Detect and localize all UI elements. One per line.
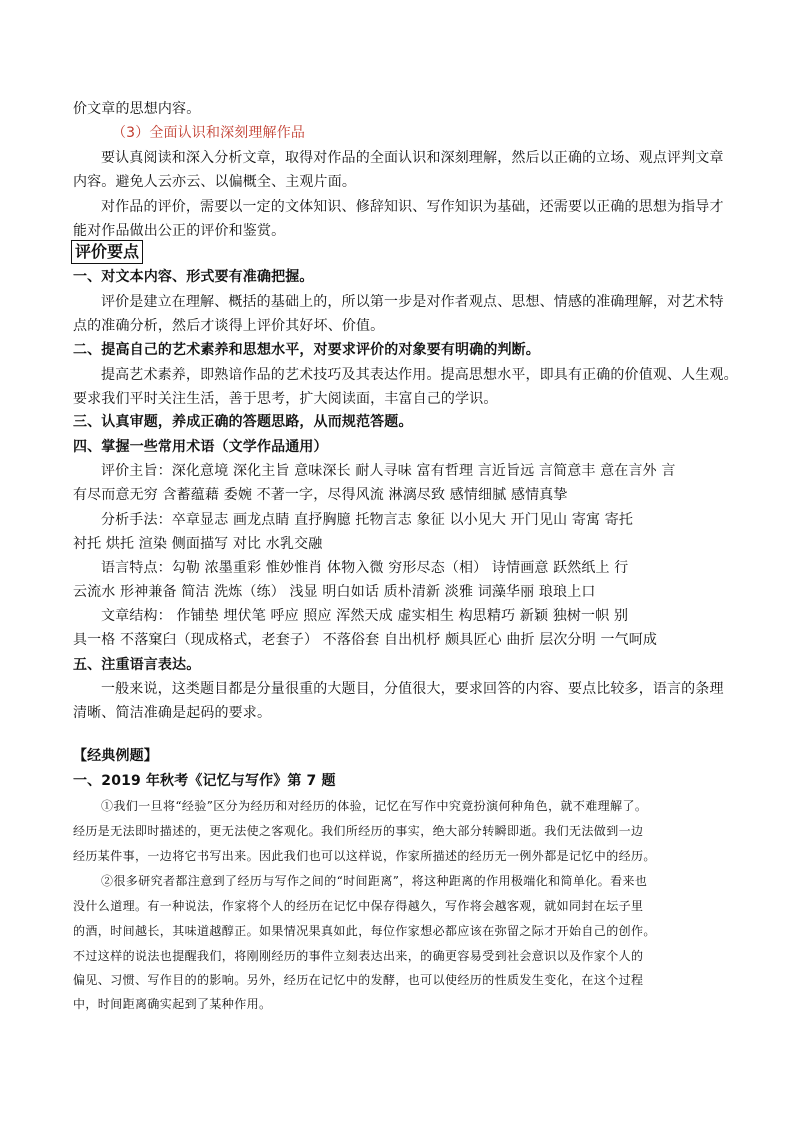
- paragraph-line: 提高艺术素养，即熟谙作品的艺术技巧及其表达作用。提高思想水平，即具有正确的价值观、人生观。: [101, 367, 738, 383]
- paragraph-line: 清晰、简洁准确是起码的要求。: [73, 705, 272, 721]
- numbered-heading: 四、掌握一些常用术语（文学作品通用）: [73, 439, 328, 455]
- example-text-line: ②很多研究者都注意到了经历与写作之间的“时间距离”，将这种距离的作用极端化和简单化。看来也: [101, 874, 648, 888]
- numbered-heading: 二、提高自己的艺术素养和思想水平，对要求评价的对象要有明确的判断。: [73, 342, 540, 358]
- term-line: 具一格 不落窠臼（现成格式，老套子） 不落俗套 自出机杼 颇具匠心 曲折 层次分明 一气呵成: [73, 632, 658, 648]
- numbered-heading: 五、注重语言表达。: [73, 657, 201, 673]
- paragraph-line: 要求我们平时关注生活，善于思考，扩大阅读面，丰富自己的学识。: [73, 391, 498, 407]
- example-question: 一、2019 年秋考《记忆与写作》第 7 题: [73, 773, 336, 789]
- paragraph-line: 点的准确分析，然后才谈得上评价其好坏、价值。: [73, 318, 385, 334]
- paragraph-line: 评价是建立在理解、概括的基础上的，所以第一步是对作者观点、思想、情感的准确理解，对艺术特: [101, 294, 724, 310]
- example-text-line: 的酒，时间越长，其味道越醇正。如果情况果真如此，每位作家想必都应该在弥留之际才开始自己的创作。: [73, 924, 656, 938]
- paragraph-line: 对作品的评价，需要以一定的文体知识、修辞知识、写作知识为基础，还需要以正确的思想为指导才: [101, 199, 724, 215]
- example-text-line: ①我们一旦将“经验”区分为经历和对经历的体验，记忆在写作中究竟扮演何种角色，就不难理解了。: [101, 799, 648, 813]
- example-text-line: 经历某件事，一边将它书写出来。因此我们也可以这样说，作家所描述的经历无一例外都是记忆中的经历。: [73, 849, 656, 863]
- term-line: 衬托 烘托 渲染 侧面描写 对比 水乳交融: [73, 536, 323, 552]
- term-line: 有尽而意无穷 含蓄蕴藉 委婉 不著一字，尽得风流 淋漓尽致 感情细腻 感情真挚: [73, 487, 568, 503]
- example-text-line: 中，时间距离确实起到了某种作用。: [73, 997, 272, 1011]
- term-line: 语言特点：勾勒 浓墨重彩 惟妙惟肖 体物入微 穷形尽态（相） 诗情画意 跃然纸上 行: [101, 560, 629, 576]
- numbered-heading: 三、认真审题，养成正确的答题思路，从而规范答题。: [73, 414, 413, 430]
- example-text-line: 没什么道理。有一种说法，作家将个人的经历在记忆中保存得越久，写作将会越客观，就如同封在坛子里: [73, 899, 644, 913]
- term-line: 云流水 形神兼备 简洁 洗炼（练） 浅显 明白如话 质朴清新 淡雅 词藻华丽 琅琅上口: [73, 584, 596, 600]
- example-text-line: 经历是无法即时描述的，更无法使之客观化。我们所经历的事实，绝大部分转瞬即逝。我们无法做到一边: [73, 824, 644, 838]
- term-line: 分析手法：卒章显志 画龙点睛 直抒胸臆 托物言志 象征 以小见大 开门见山 寄寓 寄托: [101, 512, 634, 528]
- paragraph-line: 能对作品做出公正的评价和鉴赏。: [73, 223, 286, 239]
- paragraph-line: 要认真阅读和深入分析文章，取得对作品的全面认识和深刻理解，然后以正确的立场、观点评判文章: [101, 150, 724, 166]
- boxed-heading: 评价要点: [71, 240, 143, 264]
- example-heading: 【经典例题】: [73, 748, 158, 764]
- paragraph-line: 价文章的思想内容。: [73, 101, 201, 117]
- term-line: 文章结构： 作铺垫 埋伏笔 呼应 照应 浑然天成 虚实相生 构思精巧 新颖 独树一帜 别: [101, 608, 629, 624]
- paragraph-line: 内容。避免人云亦云、以偏概全、主观片面。: [73, 174, 356, 190]
- term-line: 评价主旨：深化意境 深化主旨 意味深长 耐人寻味 富有哲理 言近旨远 言简意丰 意在言外 言: [101, 463, 676, 479]
- numbered-heading: 一、对文本内容、形式要有准确把握。: [73, 269, 314, 285]
- paragraph-line: 一般来说，这类题目都是分量很重的大题目，分值很大，要求回答的内容、要点比较多，语言的条理: [101, 681, 724, 697]
- section-subheading: （3）全面认识和深刻理解作品: [112, 125, 306, 141]
- example-text-line: 不过这样的说法也提醒我们，将刚刚经历的事件立刻表达出来，的确更容易受到社会意识以及作家个人的: [73, 949, 644, 963]
- example-text-line: 偏见、习惯、写作目的的影响。另外，经历在记忆中的发酵，也可以使经历的性质发生变化，在这个过程: [73, 973, 644, 987]
